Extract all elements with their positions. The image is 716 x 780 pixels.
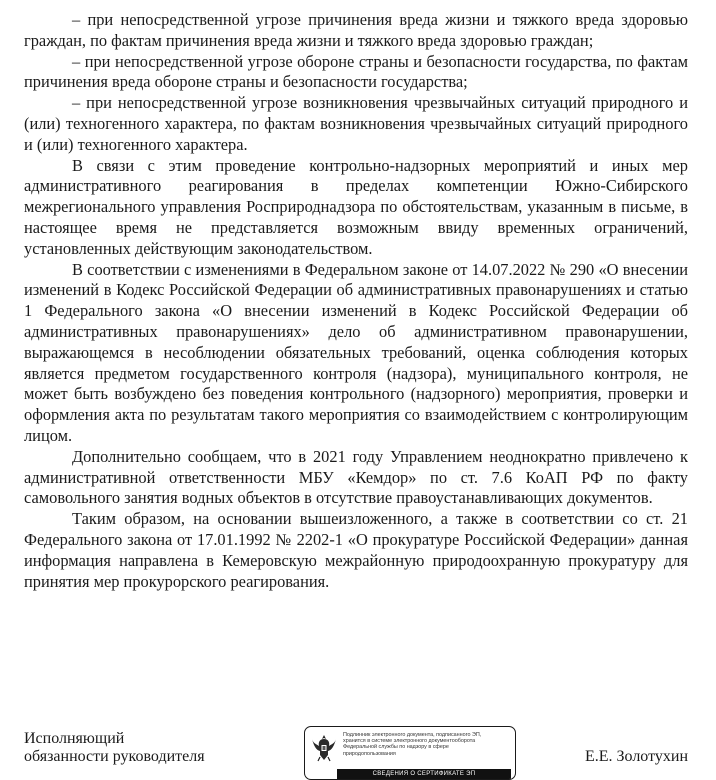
paragraph-threat-emergency: – при непосредственной угрозе возникновения чрезвычайных ситуаций природного и (или) техногенного характера, по фактам возникновения чрезвычайных ситуаций природного и (или) техногенного характера.	[24, 93, 688, 154]
certificate-band: СВЕДЕНИЯ О СЕРТИФИКАТЕ ЭП	[337, 769, 511, 779]
stamp-caption-line4: природопользования	[343, 750, 396, 757]
signer-title	[24, 730, 205, 766]
signer-name: Е.Е. Золотухин	[584, 748, 688, 765]
stamp-caption-line3: Федеральной службы по надзору в сфере	[343, 744, 449, 751]
signer-title-line2: обязанности руководителя	[24, 748, 205, 765]
stamp-caption-line1: Подлинник электронного документа, подписанного ЭП,	[343, 732, 482, 738]
stamp-caption-line2: хранится в системе электронного документооборота	[343, 738, 476, 745]
paragraph-threat-defense: – при непосредственной угрозе обороне страны и безопасности государства, по фактам причинения вреда обороне страны и безопасности государства;	[24, 51, 688, 92]
signature-block	[24, 726, 688, 777]
paragraph-law-290: В соответствии с изменениями в Федеральном законе от 14.07.2022 № 290 «О внесении изменений в Кодекс Российской Федерации об административных правонарушениях и статью 1 Федерального закона «О внесении изменений в Кодекс Российской Федерации об административных правонарушениях» дело об административном правонарушении, выражающемся в несоблюдении обязательных требований, оценка соблюдения которых является предметом государственного контроля (надзора), муниципального контроля, не может быть возбуждено без поведения контрольного (надзорного) мероприятия, проверки и оформления акта по результатам такого мероприятия со взаимодействием с контролирующим лицом.	[24, 259, 688, 445]
paragraph-threat-health: – при непосредственной угрозе причинения вреда жизни и тяжкого вреда здоровью граждан, по фактам причинения вреда жизни и тяжкого вреда здоровью граждан;	[24, 10, 688, 50]
paragraph-inspection-impossible: В связи с этим проведение контрольно-надзорных мероприятий и иных мер административного реагирования в пределах компетенции Южно-Сибирского межрегионального управления Росприроднадзора по обстоятельствам, указанным в письме, в настоящее время не представляется возможным ввиду временных ограничений, установленных действующим законодательством.	[24, 155, 688, 258]
letter-body	[24, 10, 688, 592]
paragraph-kemdor-liability: Дополнительно сообщаем, что в 2021 году Управлением неоднократно привлечено к административной ответственности МБУ «Кемдор» по ст. 7.6 КоАП РФ по факту самовольного занятия водных объектов в отсутствие правоустанавливающих документов.	[24, 446, 688, 508]
paragraph-conclusion: Таким образом, на основании вышеизложенного, а также в соответствии со ст. 21 Федерального закона от 17.01.1992 № 2202-1 «О прокуратуре Российской Федерации» данная информация направлена в Кемеровскую межрайонную природоохранную прокуратуру для принятия мер прокурорского реагирования.	[24, 509, 688, 591]
electronic-signature-stamp	[304, 726, 516, 780]
eagle-emblem-icon	[311, 733, 337, 763]
stamp-caption	[343, 732, 511, 757]
signer-title-line1: Исполняющий	[24, 730, 125, 747]
